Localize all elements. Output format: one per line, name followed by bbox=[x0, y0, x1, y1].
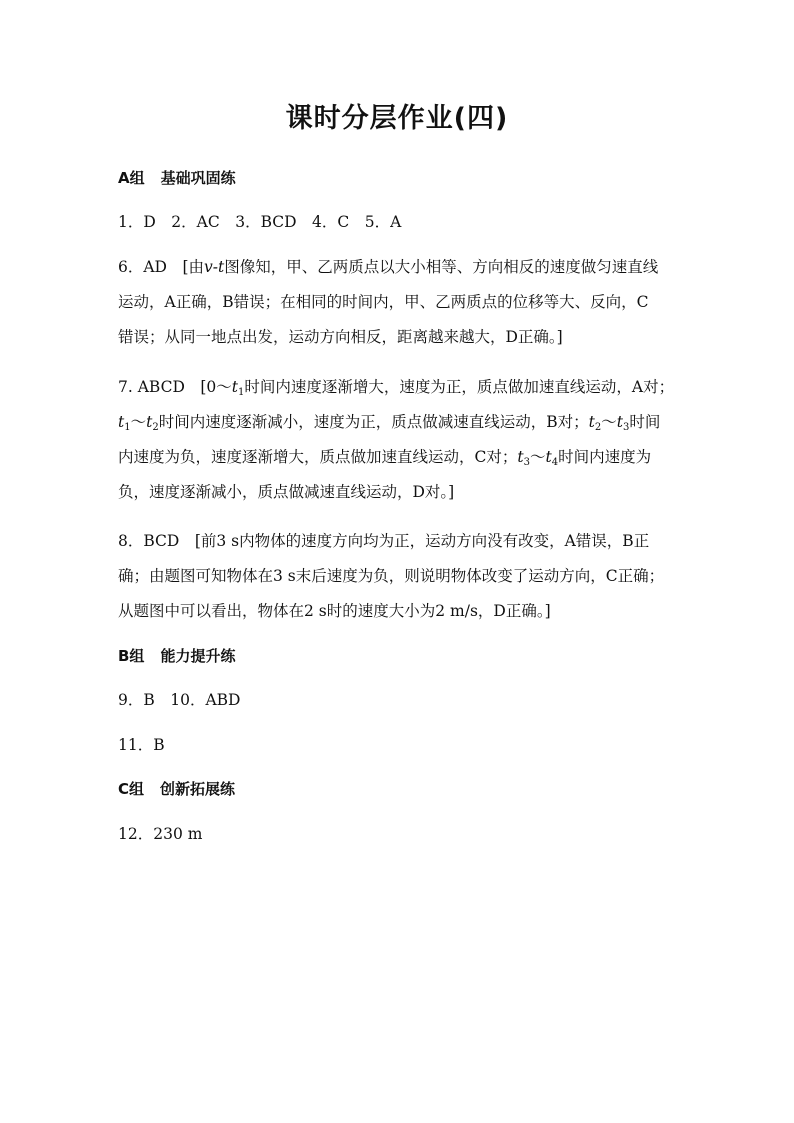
group-a-label: A组 bbox=[118, 169, 145, 187]
q7-t: t bbox=[118, 413, 125, 431]
group-c-name: 创新拓展练 bbox=[160, 780, 236, 798]
q7-t: t bbox=[231, 378, 239, 396]
q7-t: t bbox=[146, 413, 153, 431]
q7-line-2-text: 时间内速度逐渐减小，速度为正，质点做减速直线运动，B对； bbox=[158, 413, 589, 431]
q7-t: t bbox=[517, 448, 524, 466]
q6-prefix: 6．AD [由 bbox=[118, 258, 205, 276]
q8-line-1: 8．BCD [前3 s内物体的速度方向均为正，运动方向没有改变，A错误，B正 bbox=[118, 532, 650, 550]
q7-t: t bbox=[616, 413, 623, 431]
q7-tilde: ～ bbox=[529, 448, 546, 466]
group-c-heading bbox=[118, 779, 678, 799]
answer-12: 12．230 m bbox=[118, 825, 203, 843]
q7-line-1 bbox=[118, 377, 678, 403]
q7-sub: 1 bbox=[238, 387, 245, 398]
answers-1-5: 1．D 2．AC 3．BCD 4．C 5．A bbox=[118, 213, 402, 231]
q7-line-4: 负，速度逐渐减小，质点做减速直线运动，D对。] bbox=[118, 483, 455, 501]
q6-line-1 bbox=[118, 257, 678, 277]
q7-line-1-rest: 时间内速度逐渐增大，速度为正，质点做加速直线运动，A对； bbox=[244, 378, 675, 396]
q7-sub: 3 bbox=[523, 457, 530, 468]
q7-line-2 bbox=[118, 412, 678, 438]
q7-sub: 3 bbox=[623, 422, 630, 433]
group-b-heading bbox=[118, 646, 678, 666]
q7-tilde: ～ bbox=[601, 413, 617, 431]
q7-line-3 bbox=[118, 447, 678, 473]
q6-line-3: 错误；从同一地点出发，运动方向相反，距离越来越大，D正确。] bbox=[118, 328, 563, 346]
answers-9-10: 9．B 10．ABD bbox=[118, 691, 241, 709]
group-a-heading bbox=[118, 168, 678, 188]
q8-line-2: 确；由题图可知物体在3 s末后速度为负，则说明物体改变了运动方向，C正确； bbox=[118, 567, 665, 585]
q7-t: t bbox=[545, 448, 552, 466]
q7-sub: 2 bbox=[152, 422, 159, 433]
q7-sub: 4 bbox=[551, 457, 559, 468]
q6-line-1-rest: 图像知，甲、乙两质点以大小相等、方向相反的速度做匀速直线 bbox=[224, 258, 659, 276]
q8-line-3: 从题图中可以看出，物体在2 s时的速度大小为2 m/s，D正确。] bbox=[118, 602, 551, 620]
group-a-name: 基础巩固练 bbox=[160, 169, 236, 187]
q7-line-3-end: 时间内速度为 bbox=[558, 448, 652, 466]
page-title: 课时分层作业(四) bbox=[285, 103, 509, 134]
q7-sub: 1 bbox=[124, 422, 131, 433]
q7-tilde: ～ bbox=[130, 413, 147, 431]
answer-11: 11．B bbox=[118, 736, 165, 754]
group-b-label: B组 bbox=[118, 647, 145, 665]
q7-prefix: 7. ABCD [0～ bbox=[118, 378, 232, 396]
q6-vt: v-t bbox=[204, 258, 225, 276]
q7-line-3-text: 内速度为负，速度逐渐增大，质点做加速直线运动，C对； bbox=[118, 448, 518, 466]
q7-sub: 2 bbox=[594, 422, 602, 433]
q7-t: t bbox=[588, 413, 595, 431]
group-b-name: 能力提升练 bbox=[160, 647, 236, 665]
q6-line-2: 运动，A正确，B错误；在相同的时间内，甲、乙两质点的位移等大、反向，C bbox=[118, 293, 649, 311]
q7-line-2-end: 时间 bbox=[629, 413, 661, 431]
group-c-label: C组 bbox=[118, 780, 145, 798]
